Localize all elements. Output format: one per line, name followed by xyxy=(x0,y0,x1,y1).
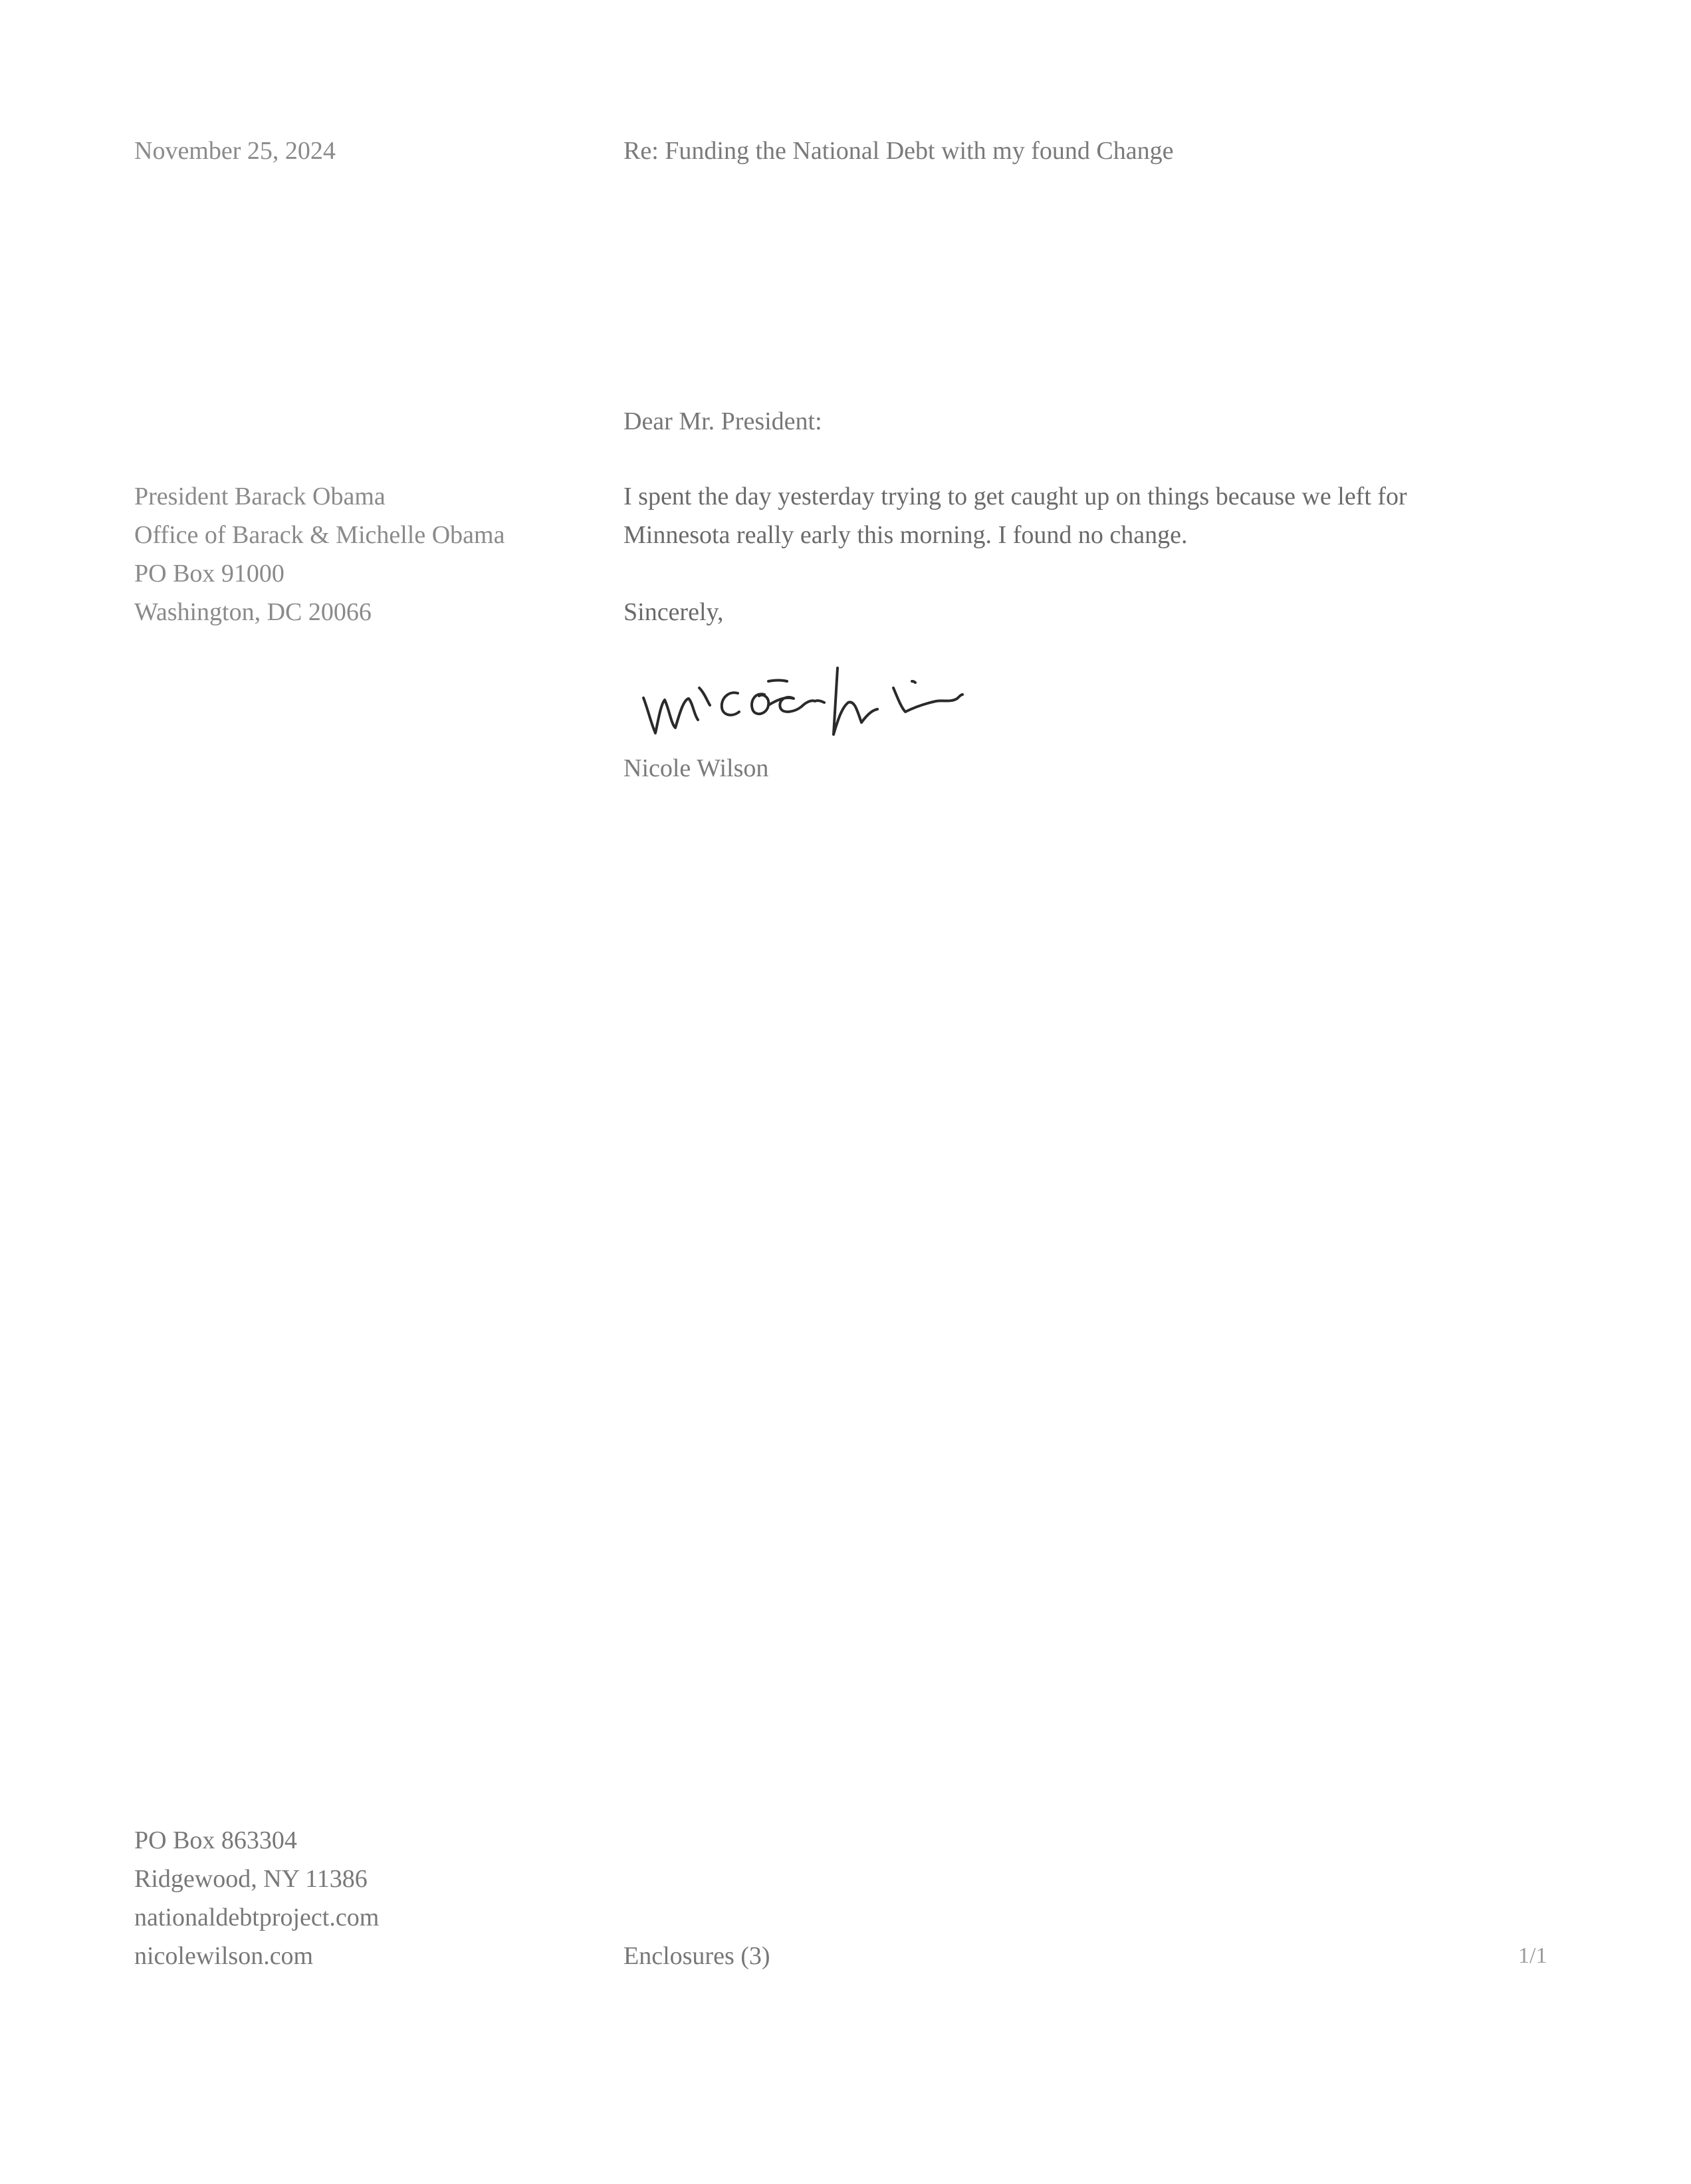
sender-city: Ridgewood, NY 11386 xyxy=(134,1865,368,1893)
signature-image xyxy=(638,661,984,751)
signer-name: Nicole Wilson xyxy=(623,754,769,782)
sender-po-box: PO Box 863304 xyxy=(134,1826,297,1854)
sender-website-2: nicolewilson.com xyxy=(134,1942,314,1970)
enclosures-note: Enclosures (3) xyxy=(623,1942,770,1970)
recipient-city: Washington, DC 20066 xyxy=(134,598,372,626)
body-line: I spent the day yesterday trying to get caught up on things because we left for xyxy=(623,483,1407,510)
sender-address xyxy=(134,1821,379,1975)
body-line: Minnesota really early this morning. I found no change. xyxy=(623,521,1188,549)
letter-date: November 25, 2024 xyxy=(134,137,336,165)
recipient-address xyxy=(134,477,505,631)
salutation: Dear Mr. President: xyxy=(623,407,822,435)
recipient-office: Office of Barack & Michelle Obama xyxy=(134,521,505,549)
sender-website-1: nationaldebtproject.com xyxy=(134,1904,380,1931)
page-number: 1/1 xyxy=(1518,1943,1547,1968)
closing: Sincerely, xyxy=(623,598,724,626)
recipient-po-box: PO Box 91000 xyxy=(134,560,284,588)
recipient-name: President Barack Obama xyxy=(134,483,386,510)
letter-body xyxy=(623,477,1554,554)
letter-subject: Re: Funding the National Debt with my found Change xyxy=(623,137,1174,165)
